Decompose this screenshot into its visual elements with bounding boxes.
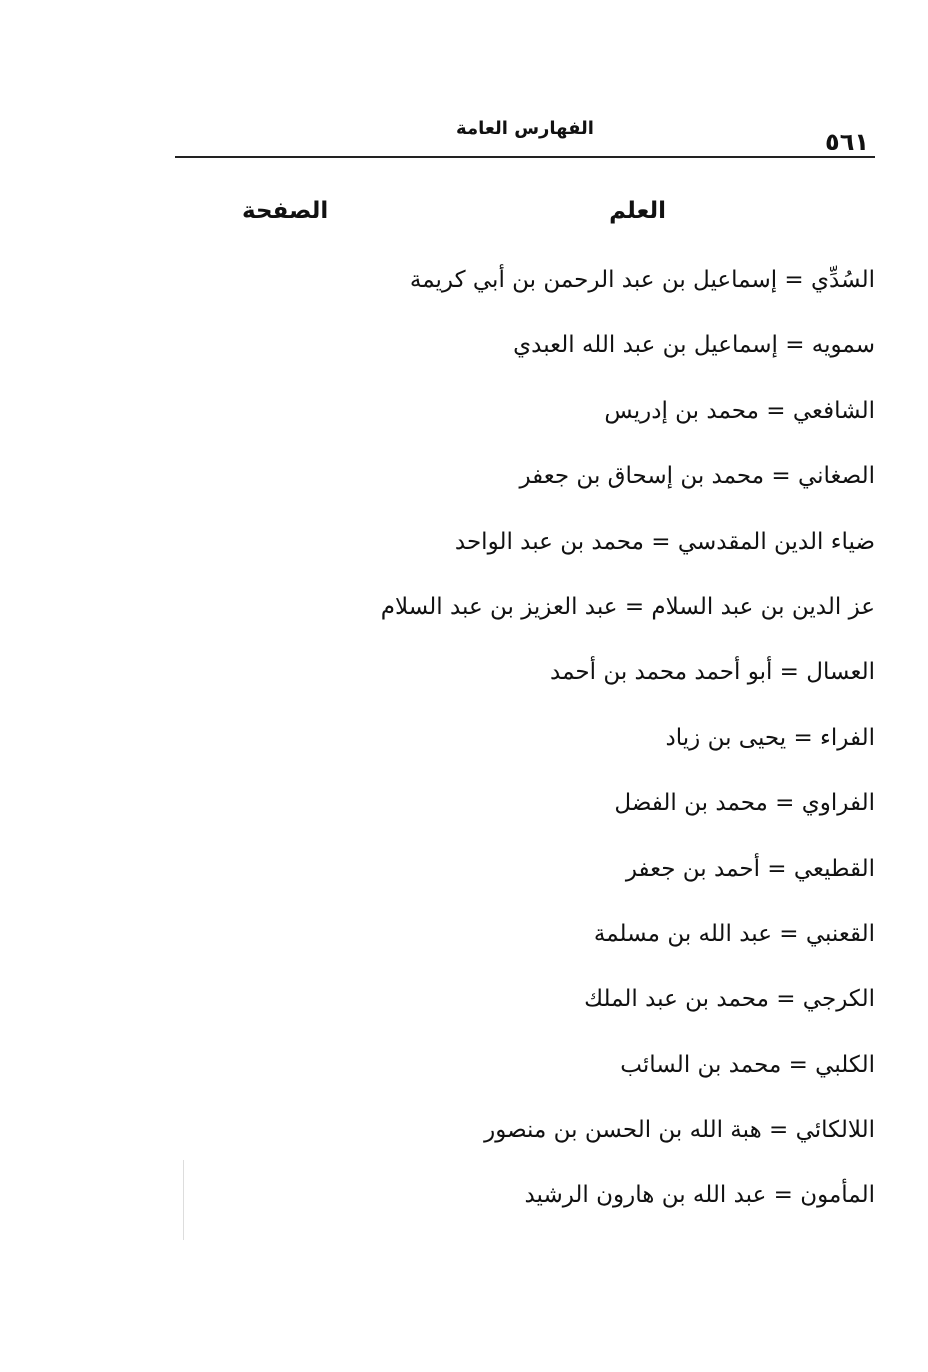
index-entry: العسال = أبو أحمد محمد بن أحمد xyxy=(550,659,875,686)
index-entry-list xyxy=(315,258,875,1239)
index-entry: القطيعي = أحمد بن جعفر xyxy=(625,855,875,882)
column-header-page: الصفحة xyxy=(242,198,329,224)
index-entry: الكرجي = محمد بن عبد الملك xyxy=(584,986,875,1013)
index-entry: القعنبي = عبد الله بن مسلمة xyxy=(593,920,875,947)
running-header xyxy=(175,112,875,158)
index-entry: الفراء = يحيى بن زياد xyxy=(665,724,875,751)
index-entry: الشافعي = محمد بن إدريس xyxy=(604,397,875,424)
index-entry: الكلبي = محمد بن السائب xyxy=(620,1051,875,1078)
page-number: ٥٦١ xyxy=(825,128,869,156)
index-entry: الصغاني = محمد بن إسحاق بن جعفر xyxy=(519,463,875,490)
index-entry: اللالكائي = هبة الله بن الحسن بن منصور xyxy=(484,1117,875,1144)
scan-mark xyxy=(183,1160,184,1240)
index-entry: ضياء الدين المقدسي = محمد بن عبد الواحد xyxy=(454,528,875,555)
index-entry: سمويه = إسماعيل بن عبد الله العبدي xyxy=(513,332,875,359)
index-entry: الفراوي = محمد بن الفضل xyxy=(614,790,875,817)
index-entry: المأمون = عبد الله بن هارون الرشيد xyxy=(524,1182,875,1209)
running-title: الفهارس العامة xyxy=(456,118,594,139)
index-entry: عز الدين بن عبد السلام = عبد العزيز بن عبد السلام xyxy=(380,593,875,620)
index-entry: السُدِّي = إسماعيل بن عبد الرحمن بن أبي كريمة xyxy=(409,267,875,293)
column-header-name: العلم xyxy=(609,198,666,224)
